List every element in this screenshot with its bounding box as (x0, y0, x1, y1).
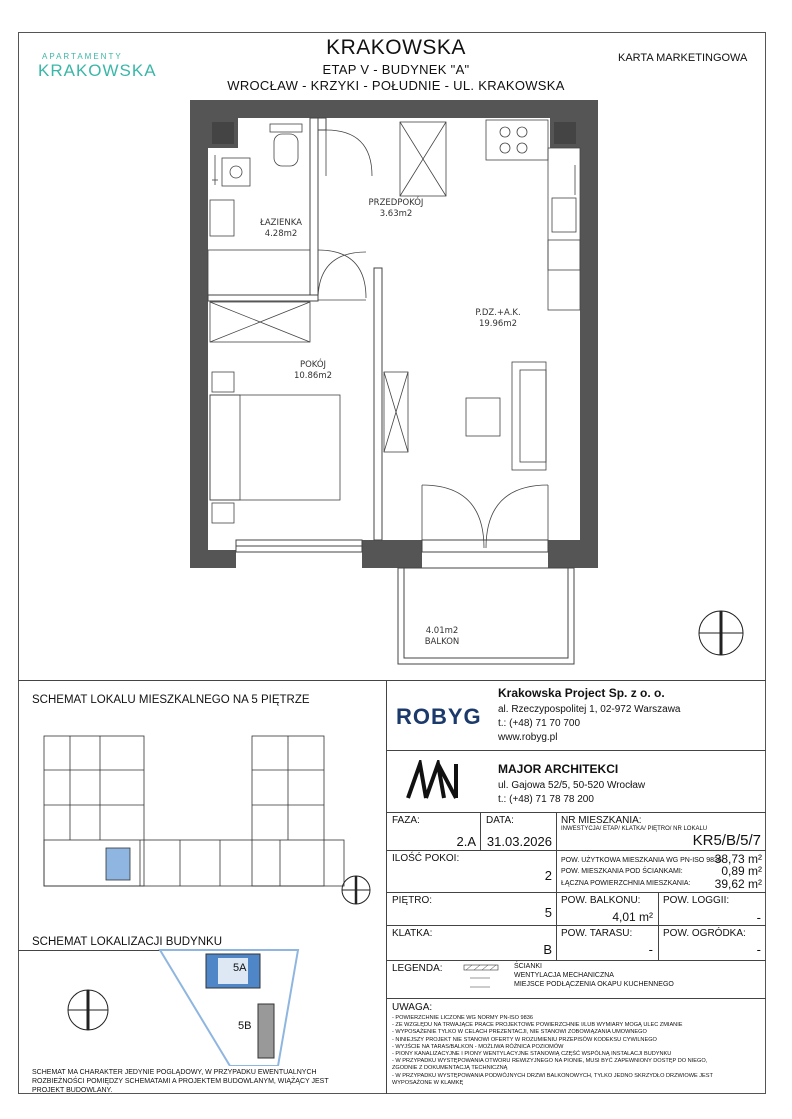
note-item: - ZE WZGLĘDU NA TRWAJĄCE PRACE PROJEKTOWE POWIERZCHNIE I/LUB WYMIARY MOGĄ ULEC ZMIANIE (392, 1022, 683, 1029)
room-balcony-label (420, 626, 464, 648)
data-label: DATA: (486, 815, 514, 826)
bathroom-name: ŁAZIENKA (260, 218, 302, 228)
hall-name: PRZEDPOKÓJ (368, 198, 424, 208)
selected-unit (106, 848, 130, 880)
room-living-label (472, 308, 524, 330)
psk-value: 0,89 m² (721, 864, 762, 878)
legend-item-walls: ŚCIANKI (514, 963, 543, 970)
balcony-area: 4.01m2 (425, 626, 459, 636)
page-title: KRAKOWSKA (326, 36, 466, 59)
note-item: - WYPOSAŻENIE TYLKO W CELACH PREZENTACJI, NIE STANOWI ZOBOWIĄZANIA UMOWNEGO (392, 1029, 647, 1036)
note-item: - WYJŚCIE NA TARAS/BALKON - MOŻLIWA RÓŻNICA POZIOMÓW (392, 1043, 564, 1050)
loggia-value: - (756, 910, 761, 925)
klatka-value: B (543, 942, 552, 957)
floor-schema (30, 730, 380, 920)
architect-address: ul. Gajowa 52/5, 50-520 Wrocław (498, 780, 646, 791)
developer-phone: t.: (+48) 71 70 700 (498, 718, 581, 729)
bathroom-area: 4.28m2 (264, 229, 298, 239)
hall-area: 3.63m2 (379, 209, 413, 219)
architect-name: MAJOR ARCHITEKCI (498, 762, 619, 776)
architect-phone: t.: (+48) 71 78 78 200 (498, 794, 594, 805)
notes-list (392, 1015, 722, 1087)
nr-sublabel: INWESTYCJA/ ETAP/ KLATKA/ PIĘTRO/ NR LOKALU (561, 826, 708, 832)
klatka-label: KLATKA: (392, 928, 433, 939)
compass-icon-building (68, 990, 108, 1030)
location-line: WROCŁAW - KRZYKI - POŁUDNIE - UL. KRAKOWSKA (227, 78, 565, 93)
balcony-name: BALKON (424, 637, 460, 647)
building-schema-title: SCHEMAT LOKALIZACJI BUDYNKU (32, 936, 223, 948)
legend-symbols (460, 962, 504, 994)
pokoje-value: 2 (544, 868, 552, 883)
faza-value: 2.A (456, 834, 476, 849)
developer-address: al. Rzeczypospolitej 1, 02-972 Warszawa (498, 704, 681, 715)
major-architekci-logo-icon (404, 760, 464, 802)
robyg-logo: ROBYG (396, 704, 482, 729)
pietro-label: PIĘTRO: (392, 895, 433, 906)
room-bathroom-label (254, 218, 308, 240)
living-name: P.DZ.+A.K. (475, 308, 521, 318)
lp-label: ŁĄCZNA POWIERZCHNIA MIESZKANIA: (561, 880, 691, 887)
pokoje-label: ILOŚĆ POKOI: (392, 853, 460, 864)
taras-label: POW. TARASU: (561, 928, 633, 939)
balkon-label: POW. BALKONU: (561, 895, 641, 906)
legend-item-hood: MIEJSCE PODŁĄCZENIA OKAPU KUCHENNEGO (514, 981, 674, 988)
taras-value: - (648, 942, 653, 957)
nr-label: NR MIESZKANIA: (561, 815, 642, 826)
doc-type: KARTA MARKETINGOWA (618, 52, 748, 64)
legend-items (514, 962, 674, 989)
logo-big-text: KRAKOWSKA (38, 61, 157, 80)
disclaimer: SCHEMAT MA CHARAKTER JEDYNIE POGLĄDOWY, W PRZYPADKU EWENTUALNYCH ROZBIEŻNOŚCI POMIĘDZY SCHEMATAMI A PROJEKTEM BUDOWLANYM, WIĄŻĄCY JEST PROJEKT BUDOWLANY. (32, 1069, 329, 1094)
room-bedroom-label (288, 360, 338, 382)
building-a-label: 5A (233, 962, 247, 974)
compass-icon (699, 611, 743, 655)
note-item: - NINIEJSZY PROJEKT NIE STANOWI OFERTY W ROZUMIENIU PRZEPISÓW KODEKSU CYWILNEGO (392, 1036, 657, 1043)
compass-icon-small (342, 876, 370, 904)
pietro-value: 5 (544, 905, 552, 920)
ogrodek-label: POW. OGRÓDKA: (663, 928, 746, 939)
living-area: 19.96m2 (478, 319, 518, 329)
psk-label: POW. MIESZKANIA POD ŚCIANKAMI: (561, 868, 683, 875)
balkon-value: 4,01 m² (612, 910, 653, 924)
note-item: - PIONY KANALIZACYJNE I PIONY WENTYLACYJNE STANOWIĄ CZĘŚĆ WSPÓLNĄ INSTALACJI BUDYNKU (392, 1051, 672, 1058)
ogrodek-value: - (756, 942, 761, 957)
developer-name: Krakowska Project Sp. z o. o. (498, 686, 665, 700)
bedroom-name: POKÓJ (299, 360, 327, 370)
floor-schema-title: SCHEMAT LOKALU MIESZKALNEGO NA 5 PIĘTRZE (32, 694, 310, 706)
faza-label: FAZA: (392, 815, 420, 826)
pu-value: 38,73 m² (714, 852, 762, 866)
note-item: - W PRZYPADKU WYSTĘPOWANIA PODWÓJNYCH DRZWI BALKONOWYCH, TYLKO JEDNO SKRZYDŁO DRZWIOWE JEST WYPOSAŻONE W KLAMKĘ (392, 1072, 713, 1086)
notes-label: UWAGA: (392, 1002, 433, 1013)
note-item: - W PRZYPADKU WYSTĘPOWANIA OTWORU REWIZYJNEGO NA PIONIE, MUSI BYĆ ZAPEWNIONY DOSTĘP DO NIEGO, ZGODNIE Z DOKUMENTACJĄ TECHNICZNĄ (392, 1058, 708, 1072)
room-hall-label (366, 198, 426, 220)
pu-label: POW. UŻYTKOWA MIESZKANIA WG PN-ISO 9836: (561, 857, 724, 864)
note-item: - POWIERZCHNIE LICZONE WG NORMY PN-ISO 9836 (392, 1015, 534, 1021)
logo-small-text: APARTAMENTY (42, 52, 123, 61)
loggia-label: POW. LOGGII: (663, 895, 730, 906)
building-schema (30, 946, 380, 1066)
bedroom-area: 10.86m2 (293, 371, 333, 381)
legend-label: LEGENDA: (392, 963, 443, 974)
lp-value: 39,62 m² (714, 877, 762, 891)
building-b-label: 5B (238, 1020, 252, 1032)
legend-item-ventilation: WENTYLACJA MECHANICZNA (514, 972, 614, 979)
data-value: 31.03.2026 (486, 834, 552, 849)
stage-line: ETAP V - BUDYNEK "A" (322, 62, 470, 77)
outer-walls (190, 100, 598, 568)
nr-value: KR5/B/5/7 (692, 832, 761, 849)
developer-web: www.robyg.pl (498, 732, 558, 743)
